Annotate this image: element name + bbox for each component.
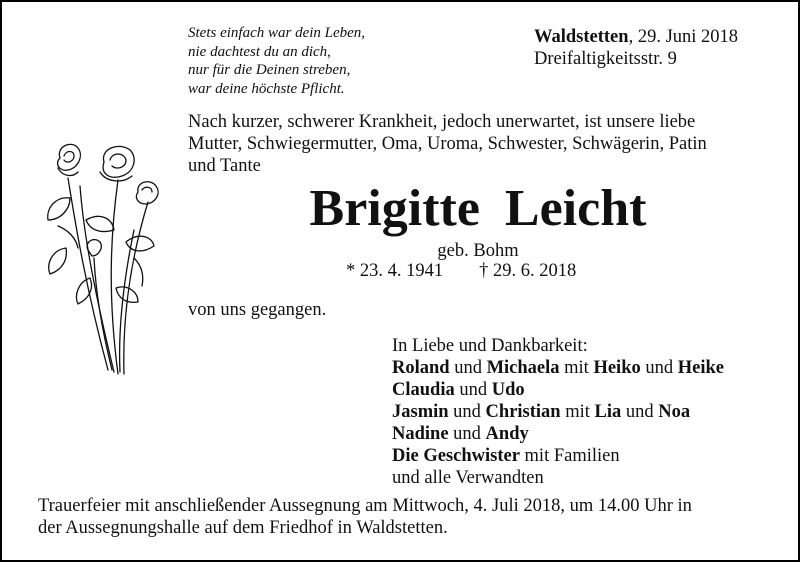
mourner-line: und alle Verwandten — [392, 468, 544, 488]
memorial-poem — [188, 24, 365, 98]
mourner-name: Andy — [485, 424, 529, 444]
mourner-name: Heike — [677, 358, 724, 378]
leaf — [58, 226, 78, 248]
funeral-info — [38, 495, 778, 539]
rose-bud — [136, 182, 158, 204]
connector: und — [448, 424, 486, 444]
city-date-line — [534, 26, 738, 48]
mourner-line — [392, 401, 724, 423]
mourner-name: Heiko — [593, 358, 641, 378]
funeral-line: der Aussegnungshalle auf dem Friedhof in Waldstetten. — [38, 518, 448, 538]
poem-line: Stets einfach war dein Leben, — [188, 25, 366, 41]
mourner-name: Die Geschwister — [392, 446, 520, 466]
poem-line: nie dachtest du an dich, — [188, 43, 331, 60]
mourner-line — [392, 357, 724, 379]
stem — [80, 186, 114, 372]
intro-line: und Tante — [188, 156, 261, 176]
leaf — [126, 236, 154, 251]
mourner-line — [392, 445, 724, 467]
life-dates — [346, 260, 576, 282]
mourner-name: Christian — [485, 402, 561, 422]
notice-date: , 29. Juni 2018 — [628, 27, 739, 47]
intro-line: Mutter, Schwiegermutter, Oma, Uroma, Schwester, Schwägerin, Patin — [188, 134, 707, 154]
mourners-heading: In Liebe und Dankbarkeit: — [392, 336, 588, 356]
mourner-name: Udo — [491, 380, 525, 400]
mourner-name: Lia — [594, 402, 622, 422]
mourner-line — [392, 379, 724, 401]
connector: und — [449, 358, 487, 378]
connector: und — [448, 402, 486, 422]
city: Waldstetten — [534, 27, 629, 47]
intro-text — [188, 111, 768, 177]
connector: mit Familien — [519, 446, 620, 466]
stem — [111, 180, 118, 374]
poem-line: war deine höchste Pflicht. — [188, 80, 345, 97]
mourner-line — [392, 423, 724, 445]
mourner-name: Jasmin — [392, 402, 449, 422]
leaf — [134, 258, 143, 286]
mourner-name: Roland — [392, 358, 450, 378]
birth-date: * 23. 4. 1941 — [346, 261, 444, 281]
mourner-name: Noa — [658, 402, 691, 422]
mourner-name: Nadine — [392, 424, 449, 444]
deceased-name: Brigitte Leicht — [309, 180, 647, 237]
mourner-name: Michaela — [486, 358, 560, 378]
leaf — [48, 198, 70, 220]
mourner-name: Claudia — [392, 380, 455, 400]
rose-bouquet-icon — [38, 138, 168, 378]
leaf — [49, 248, 67, 274]
stem — [68, 178, 108, 370]
death-date: † 29. 6. 2018 — [479, 261, 577, 281]
rose-bloom — [103, 146, 134, 177]
connector: mit — [560, 402, 595, 422]
intro-line: Nach kurzer, schwerer Krankheit, jedoch unerwartet, ist unsere liebe — [188, 112, 696, 132]
poem-line: nur für die Deinen streben, — [188, 62, 351, 78]
birth-name: geb. Bohm — [437, 241, 519, 261]
leaf — [86, 216, 114, 231]
address: Dreifaltigkeitsstr. 9 — [534, 49, 677, 69]
rose-bud — [58, 144, 81, 170]
funeral-line: Trauerfeier mit anschließender Aussegnung am Mittwoch, 4. Juli 2018, um 14.00 Uhr in — [38, 496, 692, 516]
place-and-date — [534, 26, 738, 70]
connector: mit — [559, 358, 594, 378]
connector: und — [640, 358, 678, 378]
mourners-list — [392, 335, 724, 489]
connector: und — [621, 402, 659, 422]
connector: und — [454, 380, 492, 400]
passed-away-text: von uns gegangen. — [188, 300, 327, 320]
